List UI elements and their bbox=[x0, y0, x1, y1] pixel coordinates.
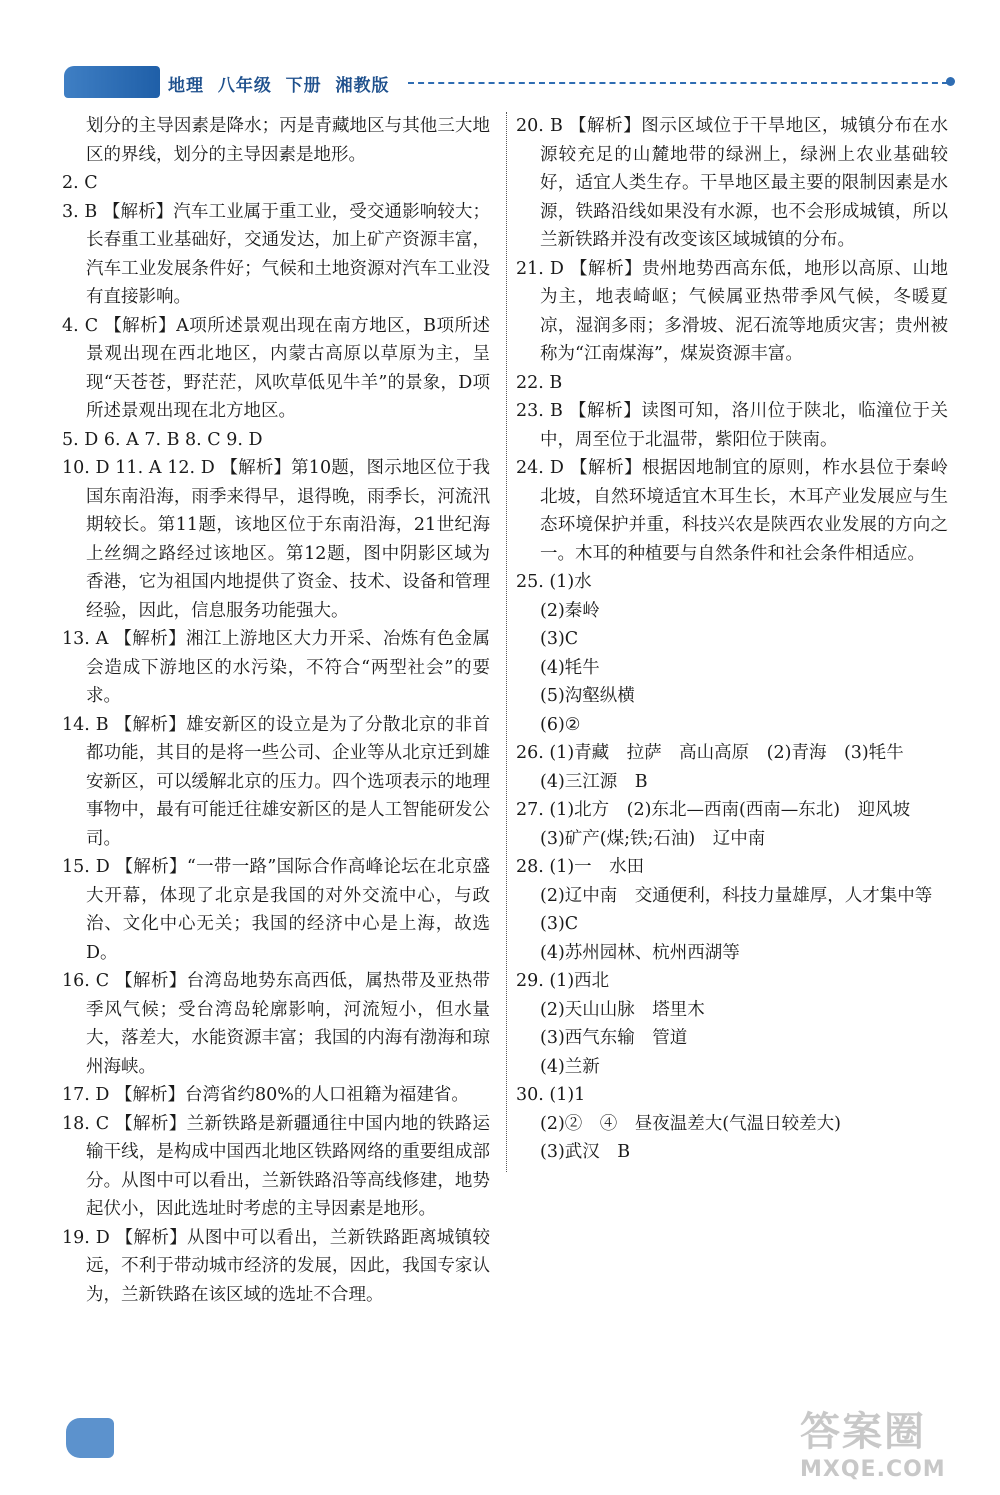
answer-entry: 20. B 【解析】图示区域位于干旱地区，城镇分布在水源较充足的山麓地带的绿洲上，绿洲上农业基础较好，适宜人类生存。干旱地区最主要的限制因素是水源，铁路沿线如果没有水源，也不会形成城镇，所以兰新铁路并没有改变该区域城镇的分布。 bbox=[516, 116, 948, 250]
answer-entry: 22. B bbox=[516, 372, 563, 393]
answer-entry: 15. D 【解析】“一带一路”国际合作高峰论坛在北京盛大开幕，体现了北京是我国的对外交流中心，与政治、文化中心无关；我国的经济中心是上海，故选D。 bbox=[62, 857, 490, 963]
right-column bbox=[516, 112, 948, 1167]
answer-entry: 28. (1)一 水田 bbox=[516, 857, 645, 877]
page-number-badge bbox=[66, 1418, 114, 1458]
answer-entry: 26. (1)青藏 拉萨 高山高原 (2)青海 (3)牦牛 bbox=[516, 743, 904, 763]
answer-entry: (3)武汉 B bbox=[540, 1142, 631, 1162]
answer-entry: 16. C 【解析】台湾岛地势东高西低，属热带及亚热带季风气候；受台湾岛轮廓影响，河流短小，但水量大，落差大，水能资源丰富；我国的内海有渤海和琼州海峡。 bbox=[62, 971, 490, 1077]
answer-entry: (4)兰新 bbox=[540, 1056, 600, 1077]
answer-entry: (3)西气东输 管道 bbox=[540, 1028, 688, 1048]
header-dashed-rule bbox=[408, 82, 948, 84]
answer-entry: (4)苏州园林、杭州西湖等 bbox=[540, 942, 740, 963]
answer-entry: 19. D 【解析】从图中可以看出，兰新铁路距离城镇较远，不利于带动城市经济的发展，因此，我国专家认为，兰新铁路在该区域的选址不合理。 bbox=[62, 1227, 490, 1305]
answer-entry: (2)② ④ 昼夜温差大(气温日较差大) bbox=[540, 1113, 841, 1134]
answer-entry: (3)矿产(煤;铁;石油) 辽中南 bbox=[540, 828, 766, 849]
answer-entry: (4)三江源 B bbox=[540, 771, 648, 792]
header-tab-decoration bbox=[64, 66, 160, 98]
watermark-top-text: 答案圈 bbox=[800, 1409, 926, 1455]
answer-entry: 13. A 【解析】湘江上游地区大力开采、冶炼有色金属会造成下游地区的水污染，不符合“两型社会”的要求。 bbox=[62, 629, 490, 706]
answer-entry: 10. D 11. A 12. D 【解析】第10题，图示地区位于我国东南沿海，雨季来得早，退得晚，雨季长，河流汛期较长。第11题，该地区位于东南沿海，21世纪海上丝绸之路经过该地区。第12题，图中阴影区域为香港，它为祖国内地提供了资金、技术、设备和管理经验，因此，信息服务功能强大。 bbox=[62, 458, 490, 621]
answer-entry: 25. (1)水 bbox=[516, 572, 592, 592]
column-divider bbox=[506, 112, 507, 1172]
answer-entry: 2. C bbox=[62, 173, 98, 193]
answer-entry: (3)C bbox=[540, 914, 579, 934]
answer-entry: 24. D 【解析】根据因地制宜的原则，柞水县位于秦岭北坡，自然环境适宜木耳生长，木耳产业发展应与生态环境保护并重，科技兴农是陕西农业发展的方向之一。木耳的种植要与自然条件和社会条件相适应。 bbox=[516, 458, 948, 564]
answer-entry: 30. (1)1 bbox=[516, 1085, 586, 1105]
answer-entry: 23. B 【解析】读图可知，洛川位于陕北，临潼位于关中，周至位于北温带，紫阳位于陕南。 bbox=[516, 401, 948, 450]
answer-entry: 14. B 【解析】雄安新区的设立是为了分散北京的非首都功能，其目的是将一些公司、企业等从北京迁到雄安新区，可以缓解北京的压力。四个选项表示的地理事物中，最有可能迁往雄安新区的是人工智能研发公司。 bbox=[62, 714, 490, 849]
answer-entry: 4. C 【解析】A项所述景观出现在南方地区，B项所述景观出现在西北地区，内蒙古高原以草原为主，呈现“天苍苍，野茫茫，风吹草低见牛羊”的景象，D项所述景观出现在北方地区。 bbox=[62, 315, 490, 421]
answer-entry: (2)秦岭 bbox=[540, 600, 600, 621]
answer-entry: (2)天山山脉 塔里木 bbox=[540, 999, 705, 1020]
answer-entry: 27. (1)北方 (2)东北—西南(西南—东北) 迎风坡 bbox=[516, 800, 911, 820]
answer-entry: (2)辽中南 交通便利，科技力量雄厚，人才集中等 bbox=[540, 885, 933, 906]
answer-entry: 21. D 【解析】贵州地势西高东低，地形以高原、山地为主，地表崎岖；气候属亚热带季风气候，冬暖夏凉，湿润多雨；多滑坡、泥石流等地质灾害；贵州被称为“江南煤海”，煤炭资源丰富。 bbox=[516, 258, 948, 364]
left-column bbox=[62, 112, 490, 1309]
watermark-logo bbox=[800, 1400, 980, 1490]
answer-entry: 18. C 【解析】兰新铁路是新疆通往中国内地的铁路运输干线，是构成中国西北地区铁路网络的重要组成部分。从图中可以看出，兰新铁路沿等高线修建，地势起伏小，因此选址时考虑的主导因素是地形。 bbox=[62, 1113, 490, 1219]
answer-entry: (4)牦牛 bbox=[540, 657, 600, 678]
header-title: 地理 八年级 下册 湘教版 bbox=[168, 76, 390, 96]
header-dot-icon bbox=[946, 77, 955, 86]
watermark-bottom-text: MXQE.COM bbox=[800, 1457, 946, 1482]
answer-entry: (6)② bbox=[540, 714, 581, 735]
answer-entry: 29. (1)西北 bbox=[516, 971, 610, 991]
answer-entry: 3. B 【解析】汽车工业属于重工业，受交通影响较大；长春重工业基础好，交通发达，加上矿产资源丰富，汽车工业发展条件好；气候和土地资源对汽车工业没有直接影响。 bbox=[62, 201, 490, 307]
answer-entry: 划分的主导因素是降水；丙是青藏地区与其他三大地区的界线，划分的主导因素是地形。 bbox=[86, 116, 490, 165]
answer-entry: 17. D 【解析】台湾省约80%的人口祖籍为福建省。 bbox=[62, 1085, 469, 1105]
page-header bbox=[58, 66, 958, 100]
answer-entry: 5. D 6. A 7. B 8. C 9. D bbox=[62, 429, 263, 450]
answer-entry: (5)沟壑纵横 bbox=[540, 686, 635, 706]
answer-entry: (3)C bbox=[540, 629, 579, 649]
